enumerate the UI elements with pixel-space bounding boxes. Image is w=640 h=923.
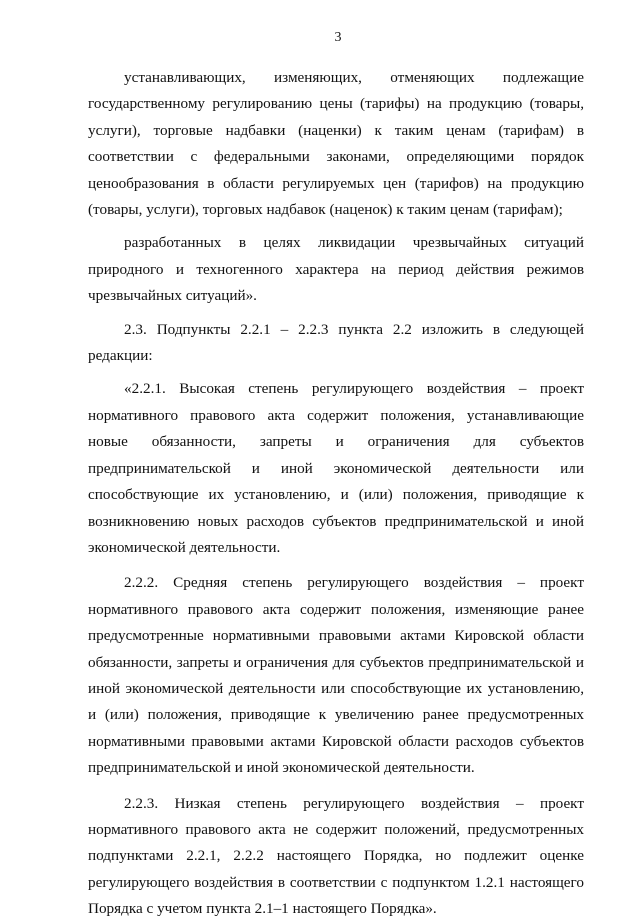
- paragraph-2-2-2-medium: 2.2.2. Средняя степень регулирующего воздействия – проект нормативного правового акта содержит положения, изменяющие ранее предусмотренные нормативными правовыми актами Кировской области обязанности, запреты и ограничения для субъектов предпринимательской и иной экономической деятельности или способствующие их установлению, и (или) положения, приводящие к увеличению ранее предусмотренных нормативными правовыми актами Кировской области расходов субъектов предпринимательской и иной экономической деятельности.: [88, 574, 584, 777]
- paragraph-amendment-2-3: 2.3. Подпункты 2.2.1 – 2.2.3 пункта 2.2 изложить в следующей редакции:: [88, 320, 584, 365]
- paragraph-emergency: разработанных в целях ликвидации чрезвычайных ситуаций природного и техногенного характера на период действия режимов чрезвычайных ситуаций».: [88, 234, 584, 305]
- paragraph-2-2-3-low: 2.2.3. Низкая степень регулирующего воздействия – проект нормативного правового акта не содержит положений, предусмотренных подпунктами 2.2.1, 2.2.2 настоящего Порядка, но подлежит оценке регулирующего воздействия в соответствии с подпунктом 1.2.1 настоящего Порядка с учетом пункта 2.1–1 настоящего Порядка».: [88, 794, 584, 918]
- paragraph-pricing-continuation: устанавливающих, изменяющих, отменяющих подлежащие государственному регулированию цены (тарифы) на продукцию (товары, услуги), торговые надбавки (наценки) к таким ценам (тарифам) в соответствии с федеральными законами, определяющими порядок ценообразования в области регулируемых цен (тарифов) на продукцию (товары, услуги), торговых надбавок (наценок) к таким ценам (тарифам);: [88, 69, 584, 219]
- paragraph-2-2-1-high: «2.2.1. Высокая степень регулирующего воздействия – проект нормативного правового акта содержит положения, устанавливающие новые обязанности, запреты и ограничения для субъектов предпринимательской и иной экономической деятельности или способствующие их установлению, и (или) положения, приводящие к возникновению новых расходов субъектов предпринимательской и иной экономической деятельности.: [88, 380, 584, 556]
- page-number: 3: [334, 30, 342, 45]
- document-body: [88, 65, 584, 923]
